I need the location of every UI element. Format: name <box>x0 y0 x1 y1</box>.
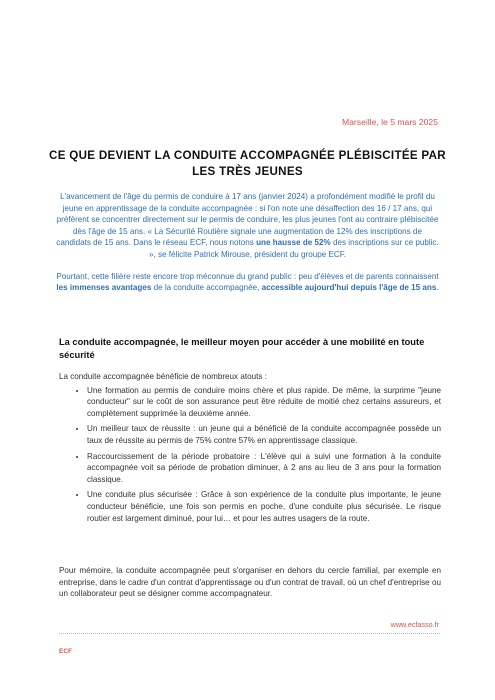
page-title: CE QUE DEVIENT LA CONDUITE ACCOMPAGNÉE PLÉBISCITÉE PAR LES TRÈS JEUNES <box>49 149 446 178</box>
list-item: • Une conduite plus sécurisée : Grâce à son expérience de la conduite plus importante, le jeune conducteur bénéficie, une fois son permis en poche, d'une conduite plus sécurisée. Le risque routier est largement diminué, pour lui… et pour les autres usagers de la route. <box>87 489 441 524</box>
list-item: • Un meilleur taux de réussite : un jeune qui a bénéficié de la conduite accompagnée possède un taux de réussite au permis de 75% contre 57% en apprentissage classique. <box>87 423 441 446</box>
highlight-age-15: accessible aujourd'hui depuis l'âge de 15 ans <box>261 283 437 293</box>
section-heading: La conduite accompagnée, le meilleur moyen pour accéder à une mobilité en toute sécurité <box>59 337 425 360</box>
footer-label: ECF <box>59 648 72 655</box>
benefits-lead: La conduite accompagnée bénéficie de nombreux atouts : <box>59 372 267 381</box>
highlight-avantages: les immenses avantages <box>56 283 152 293</box>
footer-divider <box>59 633 440 634</box>
benefits-list <box>59 385 441 525</box>
list-item: • Une formation au permis de conduire moins chère et plus rapide. De même, la surprime "jeune conducteur" sur le coût de son assurance peut être réduite de moitié chez certains assureurs, et complètement supprimée la deuxième année. <box>87 385 441 420</box>
list-item: • Raccourcissement de la période probatoire : L'élève qui a suivi une formation à la conduite accompagnée voit sa période de probation diminuer, à 2 ans au lieu de 3 ans pour la formation classique. <box>87 451 441 486</box>
memo-paragraph: Pour mémoire, la conduite accompagnée peut s'organiser en dehors du cercle familial, par exemple en entreprise, dans le cadre d'un contrat d'apprentissage ou d'un contrat de travail, où un chef d'entreprise ou un collaborateur peut se désigner comme accompagnateur. <box>59 566 441 599</box>
intro-paragraph-2: Pourtant, cette filière reste encore trop méconnue du grand public : peu d'élèves et de parents connaissent les immenses avantages de la conduite accompagnée, accessible aujourd'hui depuis l'âge de 15 ans. <box>56 271 439 293</box>
intro-paragraph-1: L'avancement de l'âge du permis de conduire à 17 ans (janvier 2024) a profondément modifié le profil du jeune en apprentissage de la conduite accompagnée : si l'on note une désaffection des 16 / 17 ans, qui préfèrent se concentrer directement sur le permis de conduire, les plus jeunes l'ont au contraire plébiscitée dès l'âge de 15 ans. « La Sécurité Routière signale une augmentation de 12% des inscriptions de candidats de 15 ans. Dans le réseau ECF, nous notons une hausse de 52% des inscriptions sur ce public. », se félicite Patrick Mirouse, président du groupe ECF. <box>56 192 439 259</box>
date-line: Marseille, le 5 mars 2025 <box>341 117 438 127</box>
benefits-section <box>59 371 441 528</box>
intro-block <box>56 191 439 294</box>
website-link[interactable]: www.ecfasso.fr <box>390 620 439 629</box>
highlight-52-percent: une hausse de 52% <box>256 238 331 248</box>
